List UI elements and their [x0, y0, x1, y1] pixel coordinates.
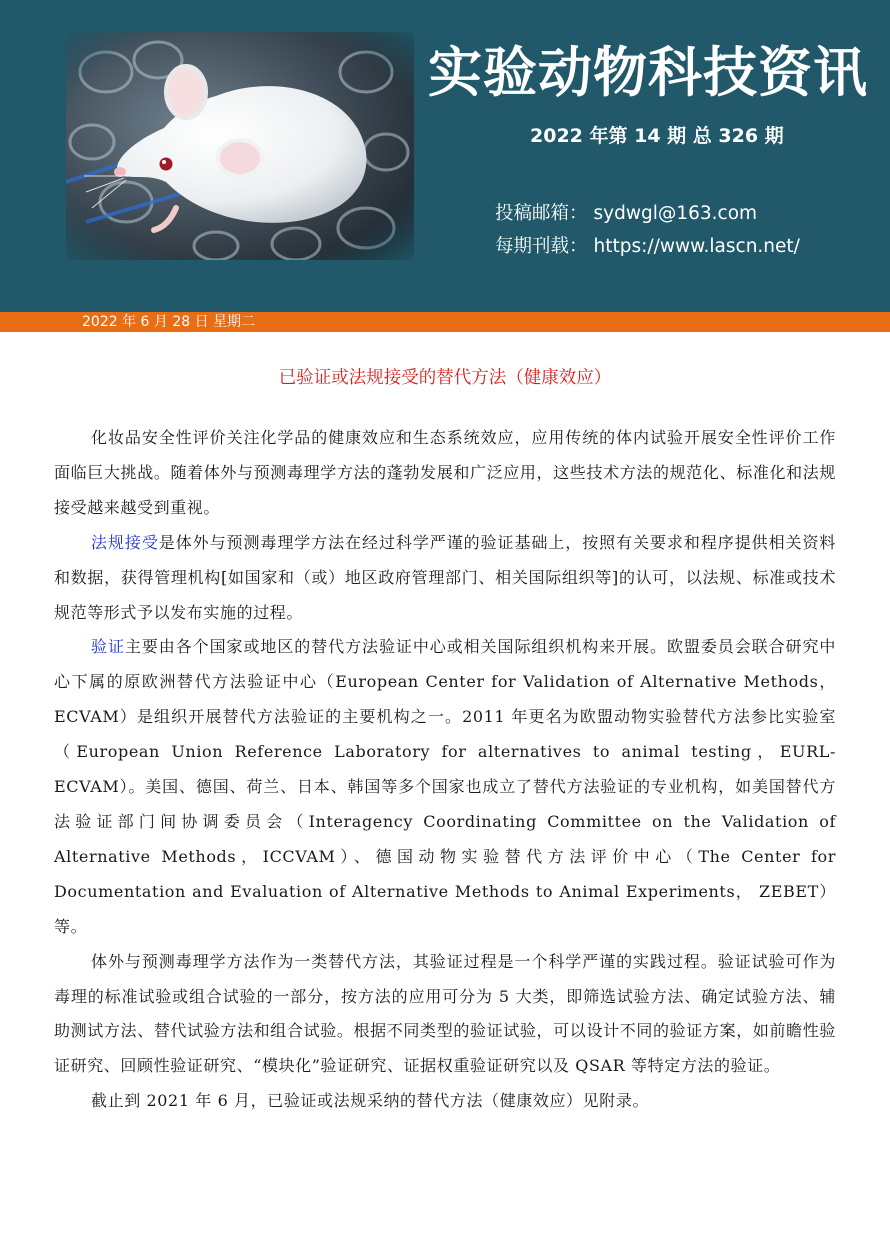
article-title: 已验证或法规接受的替代方法（健康效应） [278, 368, 612, 388]
masthead [0, 0, 890, 312]
publication-site [495, 232, 800, 258]
article-body [54, 421, 836, 1119]
keyword-validation: 验证 [91, 637, 125, 657]
submission-email [495, 199, 757, 225]
keyword-regulatory-acceptance: 法规接受 [91, 532, 159, 552]
publication-date: 2022 年 6 月 28 日 星期二 [82, 314, 256, 330]
paragraph-2-text: 是体外与预测毒理学方法在经过科学严谨的验证基础上，按照有关要求和程序提供相关资料和数据，获得管理机构[如国家和（或）地区政府管理部门、相关国际组织等]的认可，以法规、标准或技术规范等形式予以发布实施的过程。 [54, 532, 836, 622]
site-label: 每期刊载： [495, 236, 588, 257]
paragraph-2 [54, 526, 836, 631]
issue-number: 2022 年第 14 期 总 326 期 [530, 125, 784, 147]
site-link[interactable]: https://www.lascn.net/ [593, 236, 800, 257]
paragraph-5: 截止到 2021 年 6 月，已验证或法规采纳的替代方法（健康效应）见附录。 [91, 1091, 650, 1111]
paragraph-3 [54, 630, 836, 944]
journal-title: 实验动物科技资讯 [428, 41, 868, 104]
date-bar [0, 312, 890, 332]
paragraph-3-text: 主要由各个国家或地区的替代方法验证中心或相关国际组织机构来开展。欧盟委员会联合研究中心下属的原欧洲替代方法验证中心（European Center for Validation of Alternative Methods，ECVAM）是组织开展替代方法验证的主要机构之一。2011 年更名为欧盟动物实验替代方法参比实验室（European Union Reference Laboratory for alternatives to animal testing，EURL-ECVAM）。美国、德国、荷兰、日本、韩国等多个国家也成立了替代方法验证的专业机构，如美国替代方法验证部门间协调委员会（Interagency Coordinating Committee on the Validation of Alternative Methods，ICCVAM）、德国动物实验替代方法评价中心（The Center for Documentation and Evaluation of Alternative Methods to Animal Experiments， ZEBET）等。 [54, 637, 837, 936]
lab-mouse-image [66, 32, 414, 260]
email-label: 投稿邮箱： [495, 203, 588, 224]
paragraph-4: 体外与预测毒理学方法作为一类替代方法，其验证过程是一个科学严谨的实践过程。验证试验可作为毒理的标准试验或组合试验的一部分，按方法的应用可分为 5 大类，即筛选试验方法、确定试验方法、辅助测试方法、替代试验方法和组合试验。根据不同类型的验证试验，可以设计不同的验证方案，如前瞻性验证研究、回顾性验证研究、“模块化”验证研究、证据权重验证研究以及 QSAR 等特定方法的验证。 [54, 951, 836, 1076]
paragraph-1: 化妆品安全性评价关注化学品的健康效应和生态系统效应，应用传统的体内试验开展安全性评价工作面临巨大挑战。随着体外与预测毒理学方法的蓬勃发展和广泛应用，这些技术方法的规范化、标准化和法规接受越来越受到重视。 [54, 428, 836, 517]
email-address[interactable]: sydwgl@163.com [593, 203, 758, 224]
